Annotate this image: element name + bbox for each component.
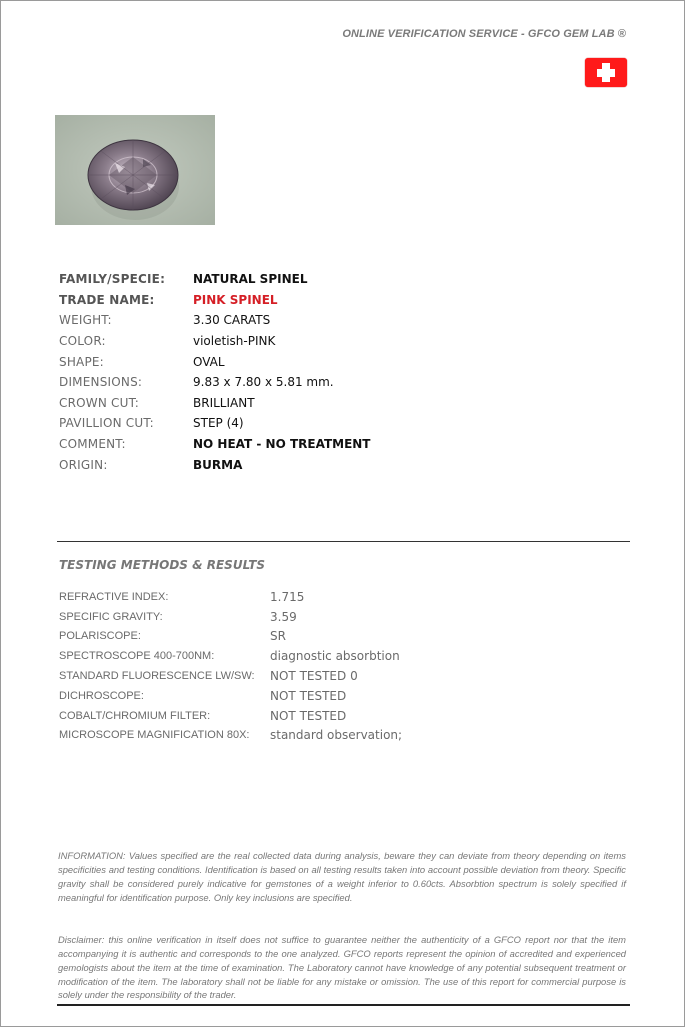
spec-value: OVAL — [193, 354, 225, 369]
spec-row-dimensions — [59, 372, 579, 393]
spec-value: 9.83 x 7.80 x 5.81 mm. — [193, 375, 334, 390]
spec-row-pavillion-cut — [59, 413, 579, 434]
gem-specifications — [59, 269, 579, 475]
header-title: ONLINE VERIFICATION SERVICE - GFCO GEM LAB ® — [342, 28, 626, 40]
spec-row-crown-cut — [59, 393, 579, 414]
spec-label: DIMENSIONS: — [59, 375, 143, 390]
gemstone-icon — [55, 115, 215, 225]
test-label: POLARISCOPE: — [59, 630, 141, 643]
spec-row-weight — [59, 310, 579, 331]
spec-label: FAMILY/SPECIE: — [59, 272, 166, 287]
spec-value: BRILLIANT — [193, 395, 255, 410]
footer-divider — [57, 1004, 630, 1006]
testing-results — [59, 587, 619, 745]
spec-value: NATURAL SPINEL — [193, 272, 308, 287]
gemstone-photo — [55, 115, 215, 225]
disclaimer-note: Disclaimer: this online verification in itself does not suffice to guarantee neither the authenticity of a GFCO report nor that the item accompanying it is authentic and corresponds to the one analyzed. GFCO reports represent the opinion of accredited and experienced gemologists about the item at the time of examination. The Laboratory cannot have knowledge of any potential subsequent treatment or modification of the item. The laboratory shall not be liable for any mistake or omission. The use of this report for commercial purpose is solely under the responsibility of the trader. — [58, 934, 626, 1001]
test-value: standard observation; — [270, 728, 403, 743]
test-value: SR — [270, 629, 286, 644]
test-value: NOT TESTED — [270, 688, 347, 703]
test-row — [59, 726, 619, 746]
test-label: MICROSCOPE MAGNIFICATION 80X: — [59, 729, 250, 742]
test-label: STANDARD FLUORESCENCE LW/SW: — [59, 670, 255, 683]
spec-label: CROWN CUT: — [59, 395, 140, 410]
test-row — [59, 607, 619, 627]
spec-label: WEIGHT: — [59, 313, 112, 328]
spec-label: TRADE NAME: — [59, 292, 155, 307]
test-row — [59, 627, 619, 647]
spec-row-family — [59, 269, 579, 290]
spec-value: 3.30 CARATS — [193, 313, 271, 328]
spec-row-shape — [59, 351, 579, 372]
test-value: NOT TESTED 0 — [270, 669, 358, 684]
test-label: SPECTROSCOPE 400-700NM: — [59, 650, 215, 663]
testing-section-title: TESTING METHODS & RESULTS — [59, 558, 266, 572]
spec-value: violetish-PINK — [193, 334, 276, 349]
spec-label: COLOR: — [59, 334, 106, 349]
information-note: INFORMATION: Values specified are the real collected data during analysis, beware they can deviate from theory depending on items specificities and testing conditions. Identification is based on all testing results taken into account possible deviation from theory. Specific gravity shall be considered purely indicative for gemstones of a weight inferior to 0.60cts. Absorbtion spectrum is solely specified if meaningful for identification purpose. Only key inclusions are specified. — [58, 850, 626, 903]
spec-row-color — [59, 331, 579, 352]
spec-value: NO HEAT - NO TREATMENT — [193, 437, 371, 452]
test-label: COBALT/CHROMIUM FILTER: — [59, 709, 211, 722]
test-row — [59, 706, 619, 726]
test-row — [59, 686, 619, 706]
test-row — [59, 666, 619, 686]
test-value: 1.715 — [270, 589, 305, 604]
test-row — [59, 587, 619, 607]
test-label: DICHROSCOPE: — [59, 689, 144, 702]
spec-value: STEP (4) — [193, 416, 244, 431]
spec-label: COMMENT: — [59, 437, 126, 452]
swiss-flag-icon — [585, 58, 627, 87]
test-label: SPECIFIC GRAVITY: — [59, 610, 163, 623]
spec-value: BURMA — [193, 457, 243, 472]
spec-row-comment — [59, 434, 579, 455]
test-row — [59, 646, 619, 666]
test-value: 3.59 — [270, 609, 297, 624]
spec-row-trade-name — [59, 290, 579, 311]
test-value: NOT TESTED — [270, 708, 347, 723]
spec-label: PAVILLION CUT: — [59, 416, 154, 431]
spec-row-origin — [59, 454, 579, 475]
test-value: diagnostic absorbtion — [270, 649, 400, 664]
spec-label: SHAPE: — [59, 354, 104, 369]
spec-value: PINK SPINEL — [193, 292, 278, 307]
test-label: REFRACTIVE INDEX: — [59, 590, 169, 603]
section-divider — [57, 541, 630, 542]
spec-label: ORIGIN: — [59, 457, 108, 472]
